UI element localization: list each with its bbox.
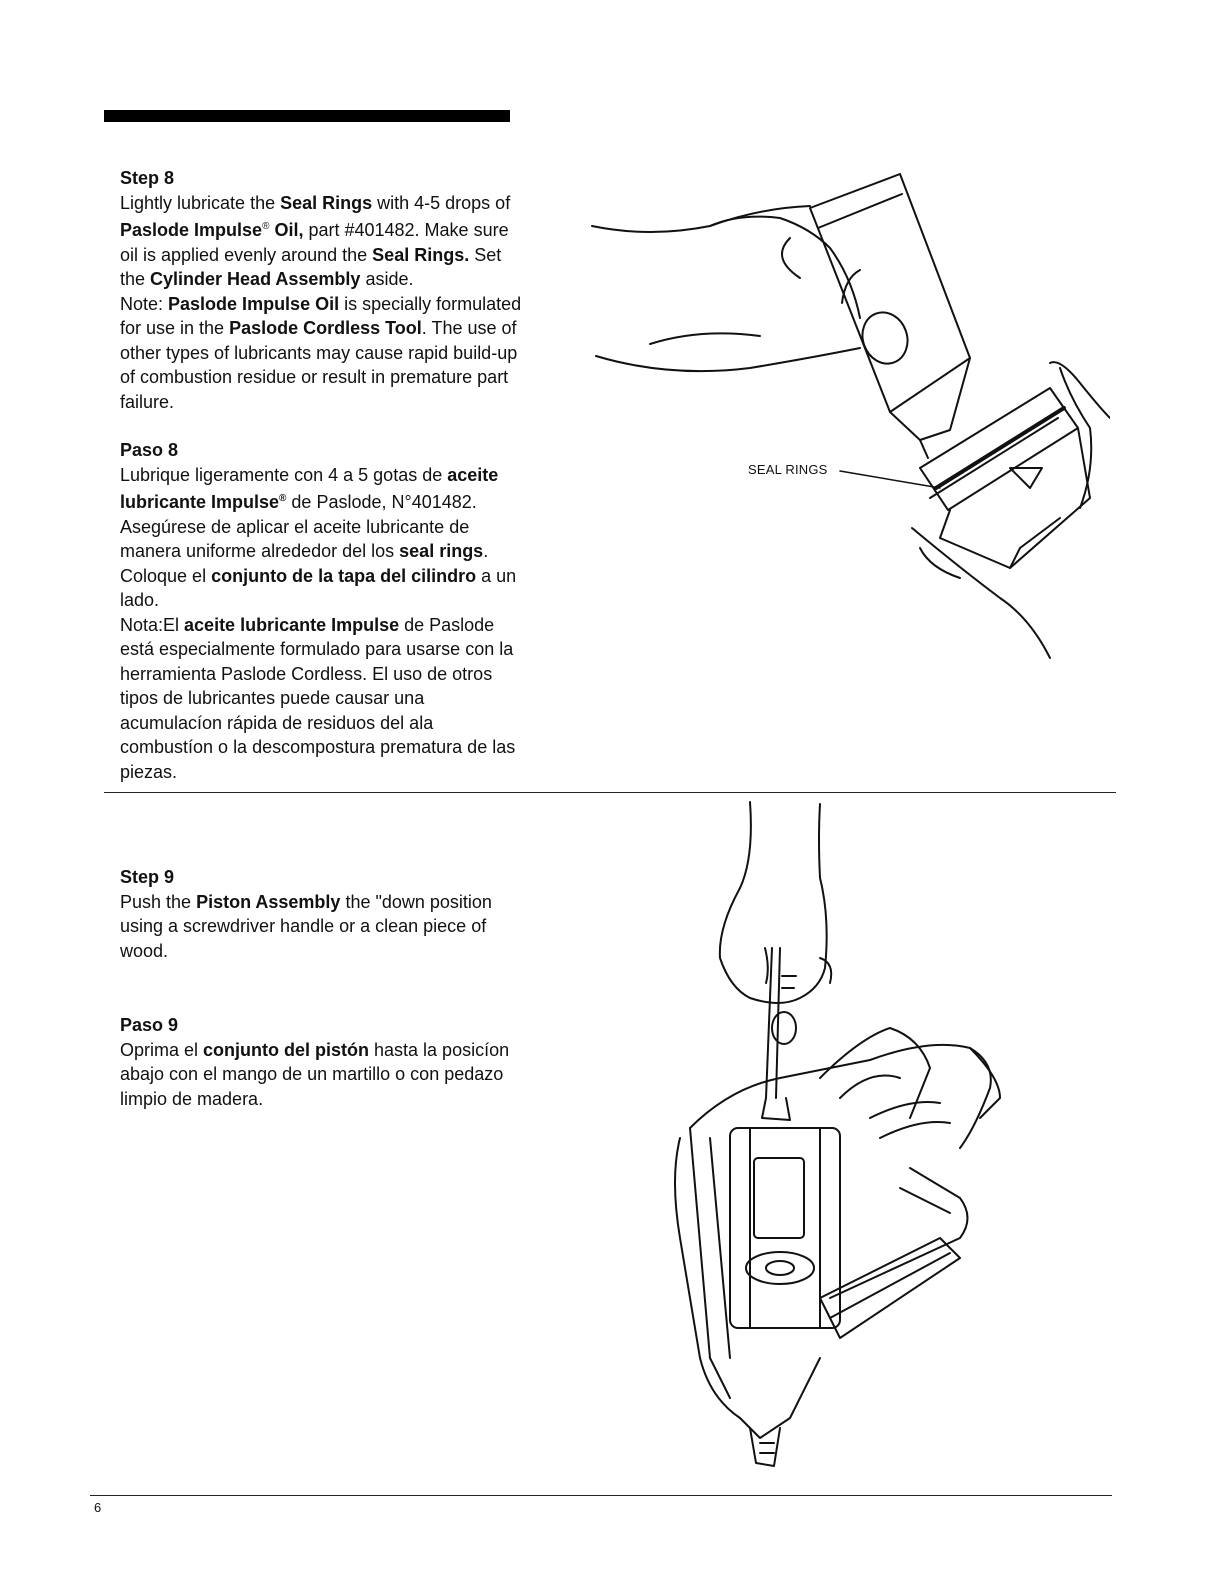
paso-8-line: manera uniforme alrededor del los seal rings. bbox=[120, 541, 489, 561]
step-9-section bbox=[120, 865, 560, 963]
paso-8-line: está especialmente formulado para usarse con la bbox=[120, 639, 514, 659]
paso-8-line: Asegúrese de aplicar el aceite lubricante de bbox=[120, 516, 470, 537]
step-8-line: Note: Paslode Impulse Oil is specially formulated bbox=[120, 293, 522, 314]
footer-rule bbox=[90, 1495, 1112, 1496]
paso-9-line: Oprima el conjunto del pistón hasta la posicíon bbox=[120, 1039, 510, 1060]
paso-8-line: lado. bbox=[120, 590, 160, 610]
step-8-line: Paslode Impulse® Oil, part #401482. Make sure bbox=[120, 220, 509, 240]
step-8-line: other types of lubricants may cause rapid build-up bbox=[120, 342, 518, 363]
header-rule bbox=[104, 110, 510, 122]
step-8-line: Lightly lubricate the Seal Rings with 4-5 drops of bbox=[120, 192, 511, 213]
section-divider bbox=[104, 792, 1116, 793]
paso-8-line: Coloque el conjunto de la tapa del cilindro a un bbox=[120, 565, 517, 586]
paso-8-line: Nota:El aceite lubricante Impulse de Paslode bbox=[120, 614, 495, 635]
step-8-line: the Cylinder Head Assembly aside. bbox=[120, 269, 414, 289]
step-9-heading: Step 9 bbox=[120, 867, 175, 887]
paso-8-section bbox=[120, 438, 590, 784]
paso-8-heading: Paso 8 bbox=[120, 440, 179, 460]
paso-8-line: tipos de lubricantes puede causar una bbox=[120, 688, 425, 708]
paso-9-line: abajo con el mango de un martillo o con pedazo bbox=[120, 1064, 504, 1084]
step-8-section bbox=[120, 166, 590, 414]
step-8-line: failure. bbox=[120, 391, 175, 412]
paso-8-line: herramienta Paslode Cordless. El uso de otros bbox=[120, 663, 493, 684]
step-9-line: Push the Piston Assembly the "down position bbox=[120, 891, 492, 912]
paso-8-line: acumulacíon rápida de residuos del ala bbox=[120, 712, 434, 733]
paso-8-line: combustíon o la descompostura prematura de las bbox=[120, 737, 516, 757]
page-number: 6 bbox=[94, 1500, 102, 1515]
step-9-line: using a screwdriver handle or a clean piece of bbox=[120, 916, 487, 936]
step-8-line: oil is applied evenly around the Seal Rings. Set bbox=[120, 244, 502, 265]
paso-9-line: limpio de madera. bbox=[120, 1088, 264, 1109]
step-8-heading: Step 8 bbox=[120, 168, 175, 188]
paso-8-line: piezas. bbox=[120, 761, 178, 782]
seal-rings-callout: SEAL RINGS bbox=[748, 462, 828, 477]
piston-push-illustration bbox=[670, 798, 1030, 1468]
oil-application-illustration bbox=[590, 168, 1110, 668]
paso-8-line: lubricante Impulse® de Paslode, N°401482. bbox=[120, 492, 477, 512]
step-8-line: of combustion residue or result in premature part bbox=[120, 367, 509, 387]
step-9-line: wood. bbox=[120, 940, 169, 961]
step-8-line: for use in the Paslode Cordless Tool. The use of bbox=[120, 318, 517, 338]
paso-8-line: Lubrique ligeramente con 4 a 5 gotas de aceite bbox=[120, 464, 499, 485]
paso-9-heading: Paso 9 bbox=[120, 1015, 179, 1035]
paso-9-section bbox=[120, 1013, 590, 1111]
